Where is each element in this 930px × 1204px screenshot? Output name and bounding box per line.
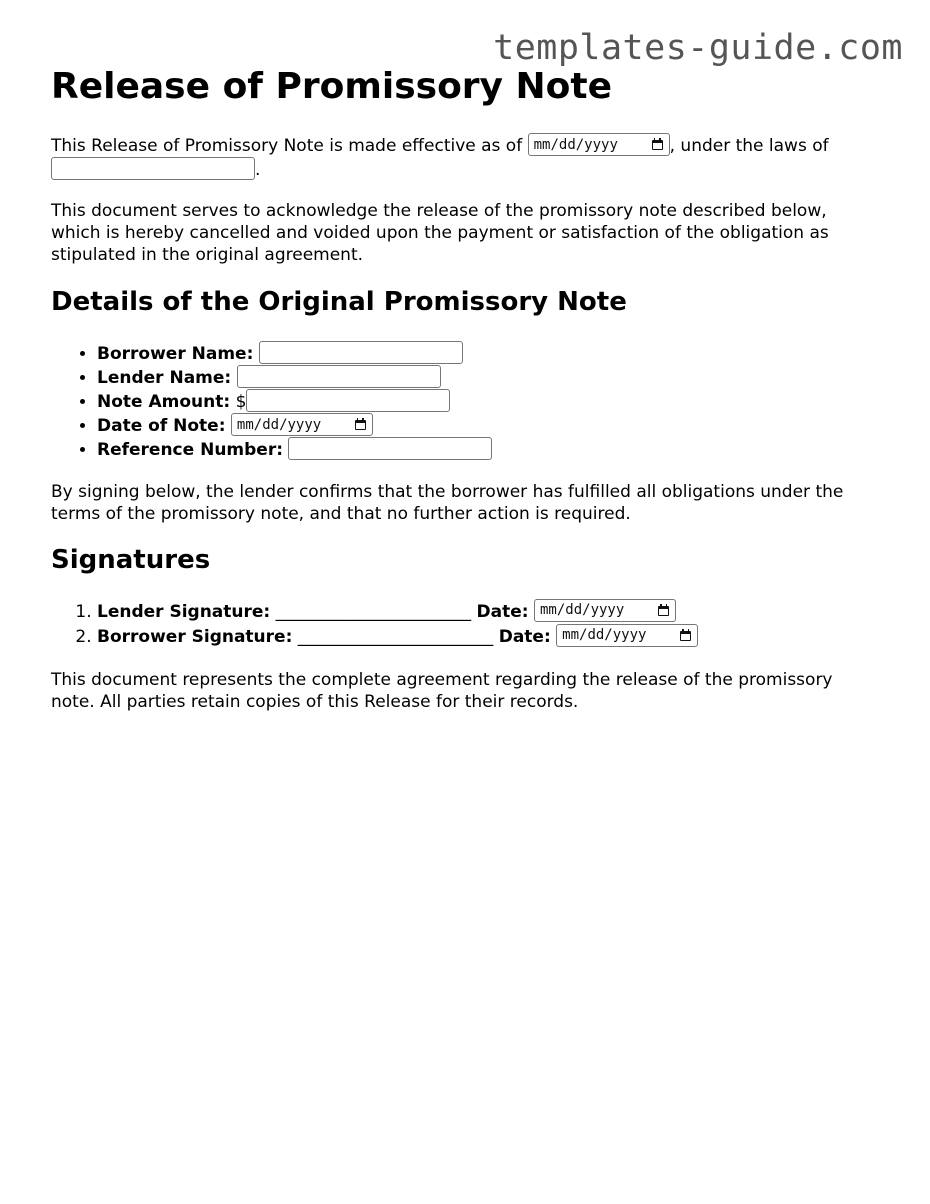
lender-signature-label: Lender Signature: xyxy=(97,602,271,622)
calendar-icon[interactable] xyxy=(355,420,366,430)
intro-text-start: This Release of Promissory Note is made effective as of xyxy=(51,136,528,156)
intro-text-middle: , under the laws of xyxy=(669,136,829,156)
date-placeholder: mm/dd/yyyy xyxy=(236,416,322,433)
date-placeholder: mm/dd/yyyy xyxy=(540,602,625,618)
signatures-heading: Signatures xyxy=(51,545,211,575)
watermark: templates-guide.com xyxy=(493,28,903,68)
reference-number-input[interactable] xyxy=(288,437,492,460)
borrower-signature-line[interactable]: _______________________ xyxy=(297,627,494,647)
details-heading: Details of the Original Promissory Note xyxy=(51,287,627,317)
calendar-icon[interactable] xyxy=(680,631,691,641)
borrower-signature-label: Borrower Signature: xyxy=(97,627,293,647)
confirmation-paragraph: By signing below, the lender confirms that the borrower has fulfilled all obligations under the terms of the promissory note, and that no further action is required. xyxy=(51,482,844,524)
date-of-note-label: Date of Note: xyxy=(97,416,226,436)
list-item-borrower xyxy=(97,342,492,366)
borrower-name-input[interactable] xyxy=(259,341,463,364)
lender-date-input[interactable] xyxy=(534,599,676,622)
lender-date-label: Date: xyxy=(476,602,529,622)
borrower-date-input[interactable] xyxy=(556,624,698,647)
list-item-date xyxy=(97,414,492,438)
borrower-date-label: Date: xyxy=(498,627,551,647)
intro-text-end: . xyxy=(255,160,261,180)
borrower-label: Borrower Name: xyxy=(97,344,254,364)
note-amount-input[interactable] xyxy=(246,389,450,412)
date-placeholder: mm/dd/yyyy xyxy=(533,136,618,153)
details-list xyxy=(51,342,492,462)
governing-law-input[interactable] xyxy=(51,157,255,180)
list-item-borrower-signature xyxy=(97,625,698,650)
list-item-lender-signature xyxy=(97,600,698,625)
release-paragraph: This document serves to acknowledge the release of the promissory note described below, which is hereby cancelled and voided upon the payment or satisfaction of the obligation as stipulated in the original agreement. xyxy=(51,201,829,265)
calendar-icon[interactable] xyxy=(658,606,669,616)
page-title: Release of Promissory Note xyxy=(51,66,613,107)
lender-label: Lender Name: xyxy=(97,368,232,388)
effective-date-input[interactable] xyxy=(528,133,670,156)
date-of-note-input[interactable] xyxy=(231,413,373,436)
signatures-list xyxy=(51,600,698,650)
reference-label: Reference Number: xyxy=(97,440,284,460)
list-item-reference xyxy=(97,438,492,462)
final-paragraph: This document represents the complete agreement regarding the release of the promissory note. All parties retain copies of this Release for their records. xyxy=(51,670,833,712)
lender-signature-line[interactable]: _______________________ xyxy=(275,602,472,622)
lender-name-input[interactable] xyxy=(237,365,441,388)
amount-label: Note Amount: xyxy=(97,392,231,412)
intro-paragraph xyxy=(51,134,881,182)
date-placeholder: mm/dd/yyyy xyxy=(562,627,647,643)
currency-symbol: $ xyxy=(235,392,247,412)
calendar-icon[interactable] xyxy=(652,140,663,150)
list-item-lender xyxy=(97,366,492,390)
list-item-amount xyxy=(97,390,492,414)
